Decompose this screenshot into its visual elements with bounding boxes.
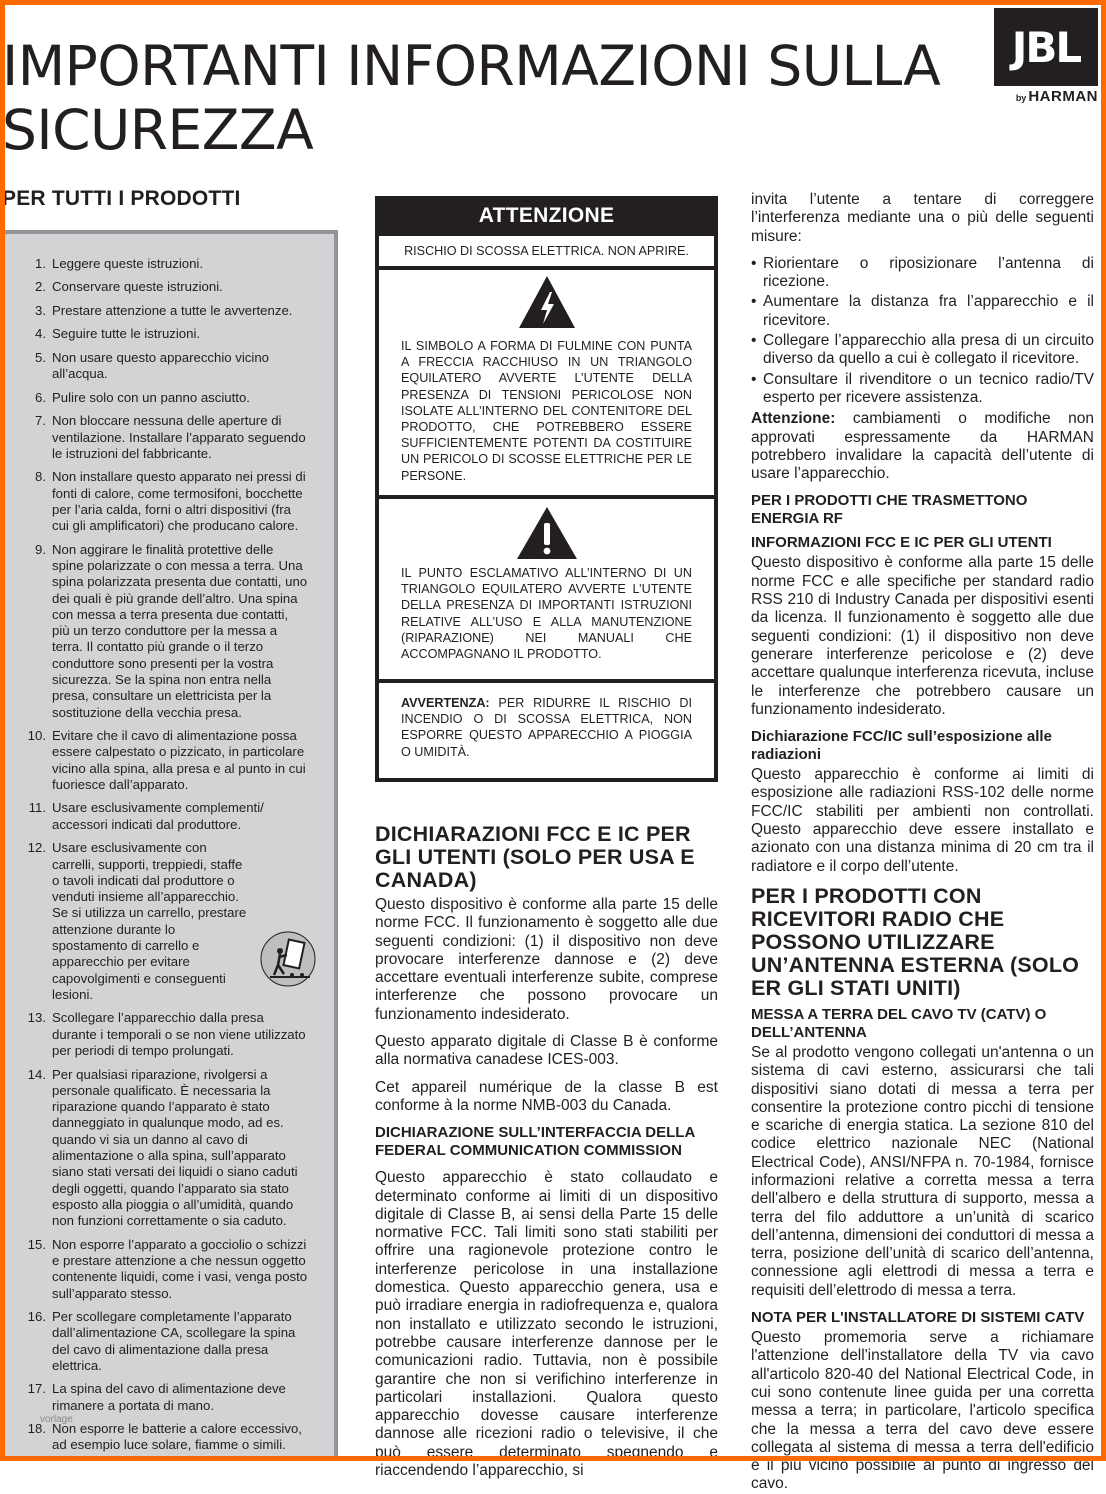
attention-box [375, 196, 718, 782]
instruction-item [24, 1237, 308, 1302]
bullet-icon: • [751, 370, 757, 388]
instruction-item [24, 256, 308, 272]
instruction-number: 2. [35, 279, 46, 295]
instruction-number: 10. [27, 728, 46, 744]
exclamation-warning-icon [515, 499, 579, 563]
lightning-warning-icon [517, 270, 577, 332]
instruction-number: 5. [35, 349, 46, 365]
fccic-heading: INFORMAZIONI FCC E IC PER GLI UTENTI [751, 534, 1052, 552]
instruction-item [24, 1067, 308, 1230]
instruction-number: 17. [27, 1381, 46, 1397]
right-column [751, 191, 1094, 1494]
bullet-icon: • [751, 332, 757, 350]
instruction-item [24, 1309, 308, 1374]
warning-label: AVVERTENZA: [401, 696, 490, 710]
measure-text: Collegare l’apparecchio alla presa di un circuito diverso da quello a cui è collegato il ricevitore. [763, 332, 1094, 368]
instruction-item [24, 390, 308, 406]
instruction-text: Non installare questo apparato nei pressi di fonti di calore, come termosifoni, bocchette per l’aria calda, forni o altri dispositivi (fra cui gli amplificatori) che producano calore. [52, 469, 306, 534]
instructions-list [4, 234, 334, 1454]
instruction-item [24, 469, 308, 534]
instruction-number: 1. [35, 256, 46, 271]
title-line-2: SICUREZZA [2, 98, 314, 162]
instruction-number: 9. [35, 541, 46, 557]
instruction-text: Usare esclusivamente con carrelli, supporti, treppiedi, staffe o tavoli indicati dal produttore o venduti insieme all’apparecchio. Se si utilizza un carrello, prestare attenzione durante lo spostamento di carrello e apparecchio per evitare capovolgimenti e conseguenti lesioni. [52, 840, 247, 1002]
interference-intro: invita l’utente a tentare di correggere l’interferenza mediante una o più delle seguenti misure: [751, 191, 1094, 245]
instruction-number: 11. [28, 800, 46, 816]
measure-item [751, 332, 1094, 369]
instruction-text: Leggere queste istruzioni. [52, 256, 204, 271]
attention-heading: ATTENZIONE [375, 196, 718, 236]
instruction-text: Per qualsiasi riparazione, rivolgersi a personale qualificato. È necessaria la riparazione quando l’apparato è stato danneggiato in qualunque modo, ad es. quando vi sia un danno al cavo di alimentazione o alla spina, sull’apparato siano stati versati dei liquidi o siano caduti degli oggetti, quando l’apparato sia stato esposto alla pioggia o all’umidità, quando non funzioni correttamente o sia caduto. [52, 1066, 298, 1229]
measure-text: Aumentare la distanza fra l’apparecchio e il ricevitore. [763, 293, 1094, 329]
antenna-heading: PER I PRODOTTI CON RICEVITORI RADIO CHE POSSONO UTILIZZARE UN’ANTENNA ESTERNA (SOLO ER GLI STATI UNITI) [751, 883, 1080, 1000]
instruction-text: Usare esclusivamente complementi/ accessori indicati dal produttore. [52, 800, 264, 832]
instruction-number: 6. [35, 389, 46, 405]
caution-text: cambiamenti o modifiche non approvati espressamente da HARMAN potrebbero invalidare la capacità dell’utente di usare l’apparecchio. [751, 410, 1094, 483]
instruction-number: 3. [35, 302, 46, 318]
caution-label: Attenzione: [751, 410, 836, 428]
instruction-item [24, 279, 308, 295]
instruction-item [24, 1010, 308, 1059]
page-title [2, 34, 962, 162]
measure-text: Consultare il rivenditore o un tecnico radio/TV esperto per ricevere assistenza. [763, 370, 1094, 406]
fcc-interface-heading: DICHIARAZIONE SULL’INTERFACCIA DELLA FEDERAL COMMUNICATION COMMISSION [375, 1124, 695, 1160]
instruction-number: 14. [27, 1066, 46, 1082]
caution-paragraph [751, 410, 1094, 483]
instruction-item [24, 728, 308, 793]
instruction-number: 12. [27, 840, 46, 856]
title-line-1: IMPORTANTI INFORMAZIONI SULLA [2, 34, 941, 98]
instruction-item [24, 326, 308, 342]
lightning-cell [379, 270, 714, 495]
interference-measures [751, 255, 1094, 407]
logo-harman [994, 88, 1098, 105]
grounding-text: Se al prodotto vengono collegati un'antenna o un sistema di cavi esterno, assicurarsi che tali dispositivi siano dotati di messa a terra per consentire la protezione contro picchi di tensione e scariche di energia statica. La sezione 810 del codice elettrico nazionale NEC (National Electrical Code), ANSI/NFPA n. 70-1984, fornisce informazioni relative a corretta messa a terra dell'albero e della struttura di supporto, messa a terra del filo adduttore a un’unità di scarico dell’antenna, dimensioni dei conduttori di messa a terra, posizione dell’unità di scarico dell’antenna, connessione agli elettrodi di messa a terra e requisiti dell’elettrodo di messa a terra. [751, 1043, 1094, 1299]
fcc-paragraph-4: Questo apparecchio è stato collaudato e determinato conforme ai limiti di un dispositivo digitale di Classe B, ai sensi della Parte 15 delle normative FCC. Tali limiti sono stati stabiliti per offrire una ragionevole protezione contro le interferenze pericolose in una installazione domestica. Questo apparecchio genera, usa e può irradiare energia in radiofrequenza e, qualora non installato e utilizzato secondo le istruzioni, potrebbe causare interferenze dannose per le comunicazioni radio. Tuttavia, non è possibile garantire che non si verifichino interferenze in particolari installazioni. Qualora questo apparecchio dovesse causare interferenze dannose alle ricezioni radio o televisive, il che può essere determinato spegnendo e riaccendendo l’apparecchio, si [375, 1169, 718, 1480]
logo-mark: JBL [994, 8, 1098, 86]
cart-tip-over-icon [260, 931, 316, 987]
instruction-number: 13. [27, 1010, 46, 1026]
instruction-number: 15. [27, 1236, 46, 1252]
instructions-panel [4, 230, 338, 1458]
instruction-text: Conservare queste istruzioni. [52, 279, 223, 295]
bullet-icon: • [751, 254, 757, 272]
jbl-logo [994, 8, 1098, 105]
fcc-heading: DICHIARAZIONI FCC E IC PER GLI UTENTI (SOLO PER USA E CANADA) [375, 822, 695, 892]
instruction-item [24, 542, 308, 721]
shock-risk-text: RISCHIO DI SCOSSA ELETTRICA. NON APRIRE. [379, 236, 714, 266]
lightning-text: IL SIMBOLO A FORMA DI FULMINE CON PUNTA A FRECCIA RACCHIUSO IN UN TRIANGOLO EQUILATERO AVVERTE L’UTENTE DELLA PRESENZA DI TENSIONI PERICOLOSE NON ISOLATE ALL’INTERNO DEL CONTENITORE DEL PRODOTTO, CHE POTREBBERO ESSERE SUFFICIENTEMENTE POTENTI DA COSTITUIRE UN PERICOLO DI SCOSSE ELETTRICHE PER LE PERSONE. [401, 339, 692, 483]
warning-cell [379, 683, 714, 778]
instruction-text: Non esporre l’apparato a gocciolio o schizzi e prestare attenzione a che nessun oggetto contenente liquidi, come i vasi, venga posto sull’apparato stesso. [52, 1236, 308, 1301]
instruction-text: Pulire solo con un panno asciutto. [52, 389, 250, 405]
radiation-heading: Dichiarazione FCC/IC sull’esposizione alle radiazioni [751, 728, 1052, 764]
instruction-text: Evitare che il cavo di alimentazione possa essere calpestato o pizzicato, in particolare vicino alla spina, alla presa e al punto in cui fuoriesce dall’apparato. [52, 728, 306, 792]
bullet-icon: • [751, 293, 757, 311]
logo-by: by [1015, 93, 1027, 103]
fcc-paragraph-3: Cet appareil numérique de la classe B est conforme à la norme NMB-003 du Canada. [375, 1078, 718, 1114]
instruction-text: Non bloccare nessuna delle aperture di ventilazione. Installare l’apparato seguendo le istruzioni del fabbricante. [52, 413, 306, 461]
catv-note-text: Questo promemoria serve a richiamare l'attenzione dell'installatore della TV via cavo all'articolo 820-40 del National Electrical Code, in cui sono contenute linee guida per una corretta messa a terra; in particolare, l'articolo specifica che la messa a terra del cavo deve essere collegata al sistema di messa a terra dell'edificio e il più vicino possibile al punto di ingresso del cavo. [751, 1329, 1094, 1493]
instruction-item [24, 413, 308, 462]
instruction-number: 18. [27, 1421, 46, 1437]
attention-cells [375, 236, 718, 782]
measure-text: Riorientare o riposizionare l’antenna di ricezione. [763, 254, 1094, 291]
grounding-heading: MESSA A TERRA DEL CAVO TV (CATV) O DELL’ANTENNA [751, 1005, 1047, 1041]
exclamation-cell [379, 499, 714, 679]
instruction-text: Non esporre le batterie a calore eccessivo, ad esempio luce solare, fiamme o simili. [52, 1421, 302, 1453]
instruction-item [24, 800, 308, 833]
instruction-number: 7. [35, 413, 46, 429]
measure-item [751, 371, 1094, 408]
fcc-paragraph-2: Questo apparato digitale di Classe B è conforme alla normativa canadese ICES-003. [375, 1033, 718, 1069]
catv-note-heading: NOTA PER L'INSTALLATORE DI SISTEMI CATV [751, 1309, 1085, 1327]
fcc-section [375, 823, 718, 1480]
instruction-text: La spina del cavo di alimentazione deve rimanere a portata di mano. [52, 1381, 286, 1413]
instruction-text: Per scollegare completamente l’apparato dall’alimentazione CA, scollegare la spina del cavo di alimentazione dalla presa elettrica. [52, 1309, 296, 1373]
instruction-text: Scollegare l’apparecchio dalla presa durante i temporali o se non viene utilizzato per periodi di tempo prolungati. [52, 1010, 306, 1059]
instruction-item [24, 1421, 308, 1454]
section-title: PER TUTTI I PRODOTTI [2, 187, 241, 210]
fccic-text: Questo dispositivo è conforme alla parte 15 delle norme FCC e alle specifiche per standard radio RSS 210 di Industry Canada per dispositivi esenti da licenza. Il funzionamento è soggetto alle due seguenti condizioni: (1) il dispositivo non deve generare interferenze pericolose e (2) deve accettare qualunque interferenza ricevuta, incluse le interferenze che potrebbero causare un funzionamento indesiderato. [751, 554, 1094, 718]
exclamation-text: IL PUNTO ESCLAMATIVO ALL’INTERNO DI UN TRIANGOLO EQUILATERO AVVERTE L’UTENTE DELLA PRESENZA DI IMPORTANTI ISTRUZIONI RELATIVE ALL’USO E ALLA MANUTENZIONE (RIPARAZIONE) NEI MANUALI CHE ACCOMPAGNANO IL PRODOTTO. [401, 566, 692, 662]
instruction-number: 8. [35, 469, 46, 485]
instruction-text: Non aggirare le finalità protettive delle spine polarizzate o con messa a terra. Una spina polarizzata presenta due contatti, uno dei quali è più grande dell’altro. Una spina con messa a terra presenta due contatti, più un terzo conduttore per la messa a terra. Il contatto più grande o il terzo conduttore sono presenti per la vostra sicurezza. Se la spina non entra nella presa, consultare un elettricista per la sostituzione della vecchia presa. [52, 541, 308, 720]
watermark-text: vorlage [40, 1414, 73, 1425]
instruction-text: Seguire tutte le istruzioni. [52, 326, 201, 342]
instruction-number: 16. [27, 1309, 46, 1325]
instruction-text: Non usare questo apparecchio vicino all’acqua. [52, 349, 269, 382]
rf-heading: PER I PRODOTTI CHE TRASMETTONO ENERGIA RF [751, 492, 1028, 528]
measure-item [751, 293, 1094, 330]
logo-brand: HARMAN [1028, 88, 1098, 105]
warning-text: PER RIDURRE IL RISCHIO DI INCENDIO O DI SCOSSA ELETTRICA, NON ESPORRE QUESTO APPARECCHIO A PIOGGIA O UMIDITÀ. [401, 696, 692, 759]
instruction-number: 4. [35, 326, 46, 342]
instruction-item [24, 1381, 308, 1414]
instruction-item [24, 350, 308, 383]
measure-item [751, 255, 1094, 292]
fcc-paragraph-1: Questo dispositivo è conforme alla parte 15 delle norme FCC. Il funzionamento è soggetto alle due seguenti condizioni: (1) il dispositivo non deve provocare interferenze dannose e (2) deve accettare eventuali interferenze subite, comprese interferenze che possono provocare un funzionamento indesiderato. [375, 896, 718, 1023]
radiation-text: Questo apparecchio è conforme ai limiti di esposizione alle radiazioni RSS-102 delle norme FCC/IC stabiliti per ambienti non controllati. Questo apparecchio deve essere installato e azionato con una distanza minima di 20 cm tra il radiatore e il corpo dell’utente. [751, 766, 1094, 875]
instruction-text: Prestare attenzione a tutte le avvertenze. [52, 302, 293, 318]
instruction-item [24, 303, 308, 319]
